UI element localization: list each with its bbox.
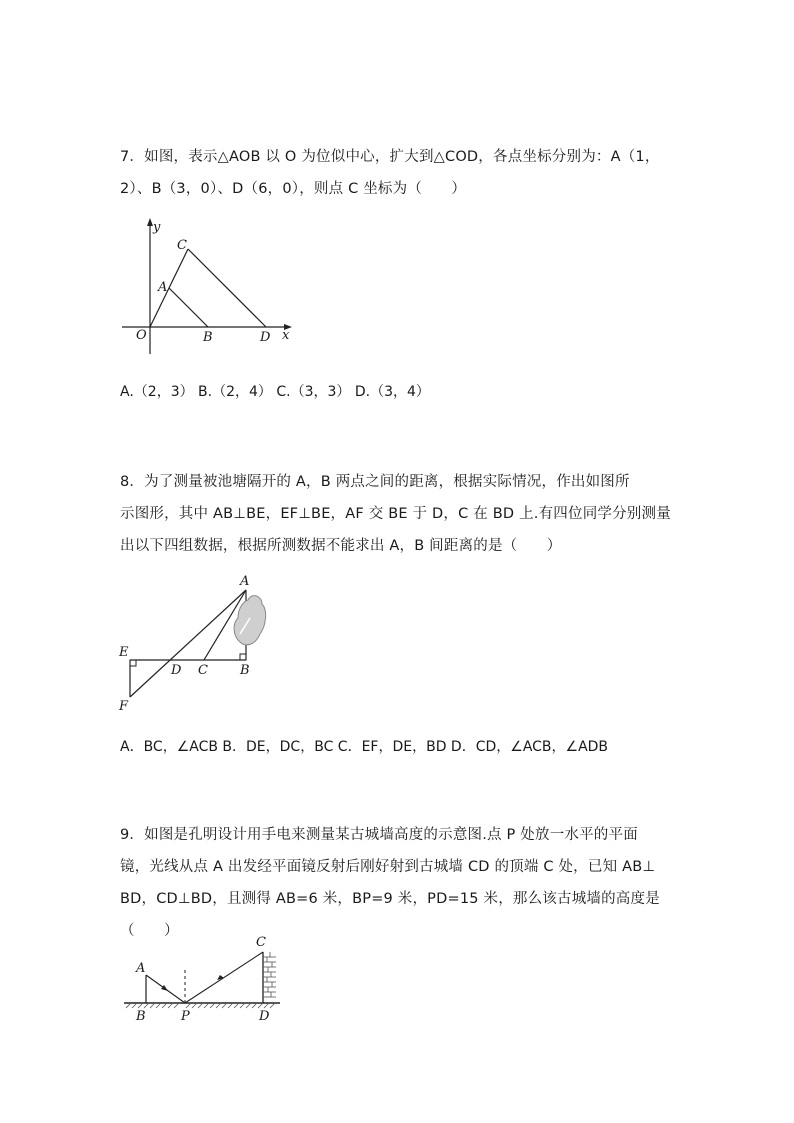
question-9-figure — [124, 935, 280, 1024]
label-d: D — [260, 330, 271, 345]
segment-cd — [188, 249, 266, 327]
label-o: O — [136, 328, 147, 343]
segment-fa — [130, 590, 246, 697]
label-a: A — [136, 961, 146, 976]
label-x: x — [282, 328, 290, 343]
segment-ab — [169, 288, 208, 327]
question-8-line-1: 8．为了测量被池塘隔开的 A，B 两点之间的距离，根据实际情况，作出如图所 — [120, 474, 630, 490]
label-y: y — [153, 220, 161, 235]
label-c: C — [177, 238, 187, 253]
label-p: P — [181, 1009, 190, 1024]
wall-bricks — [263, 952, 276, 997]
label-d: D — [259, 1009, 270, 1024]
question-7-options: A.（2，3） B.（2，4） C.（3，3） D.（3，4） — [120, 384, 430, 400]
question-8-line-2: 示图形，其中 AB⊥BE，EF⊥BE，AF 交 BE 于 D，C 在 BD 上.有四位同学分别测量 — [120, 506, 671, 522]
ground-hatch — [126, 1003, 275, 1008]
right-angle-b — [240, 654, 246, 660]
question-8-line-3: 出以下四组数据，根据所测数据不能求出 A，B 间距离的是（ ） — [120, 538, 562, 554]
label-d: D — [171, 663, 182, 678]
question-8-options: A．BC，∠ACB B．DE，DC，BC C．EF，DE，BD D．CD，∠ACB，∠ADB — [120, 739, 609, 755]
label-b: B — [203, 330, 213, 345]
question-9-line-2: 镜，光线从点 A 出发经平面镜反射后刚好射到古城墙 CD 的顶端 C 处，已知 AB⊥ — [120, 859, 656, 875]
label-b: B — [136, 1009, 146, 1024]
label-f: F — [119, 699, 129, 714]
label-c: C — [198, 663, 208, 678]
question-9-line-3: BD，CD⊥BD，且测得 AB=6 米，BP=9 米，PD=15 米，那么该古城墙的高度是（ ） — [120, 891, 660, 939]
label-b: B — [240, 663, 250, 678]
question-8-text — [120, 466, 680, 562]
light-ray-pc — [185, 952, 263, 1003]
label-e: E — [119, 645, 129, 660]
label-c: C — [256, 935, 266, 950]
question-8-figure — [118, 574, 266, 714]
label-a: A — [240, 574, 250, 589]
question-7-line-2: 2）、B（3，0）、D（6，0），则点 C 坐标为（ ） — [120, 181, 467, 197]
question-9-line-1: 9．如图是孔明设计用手电来测量某古城墙高度的示意图.点 P 处放一水平的平面 — [120, 827, 638, 843]
question-9-text — [120, 819, 680, 947]
question-7-line-1: 7．如图，表示△AOB 以 O 为位似中心，扩大到△COD，各点坐标分别为：A（1， — [120, 149, 660, 165]
label-a: A — [158, 280, 168, 295]
right-angle-e — [130, 660, 136, 666]
